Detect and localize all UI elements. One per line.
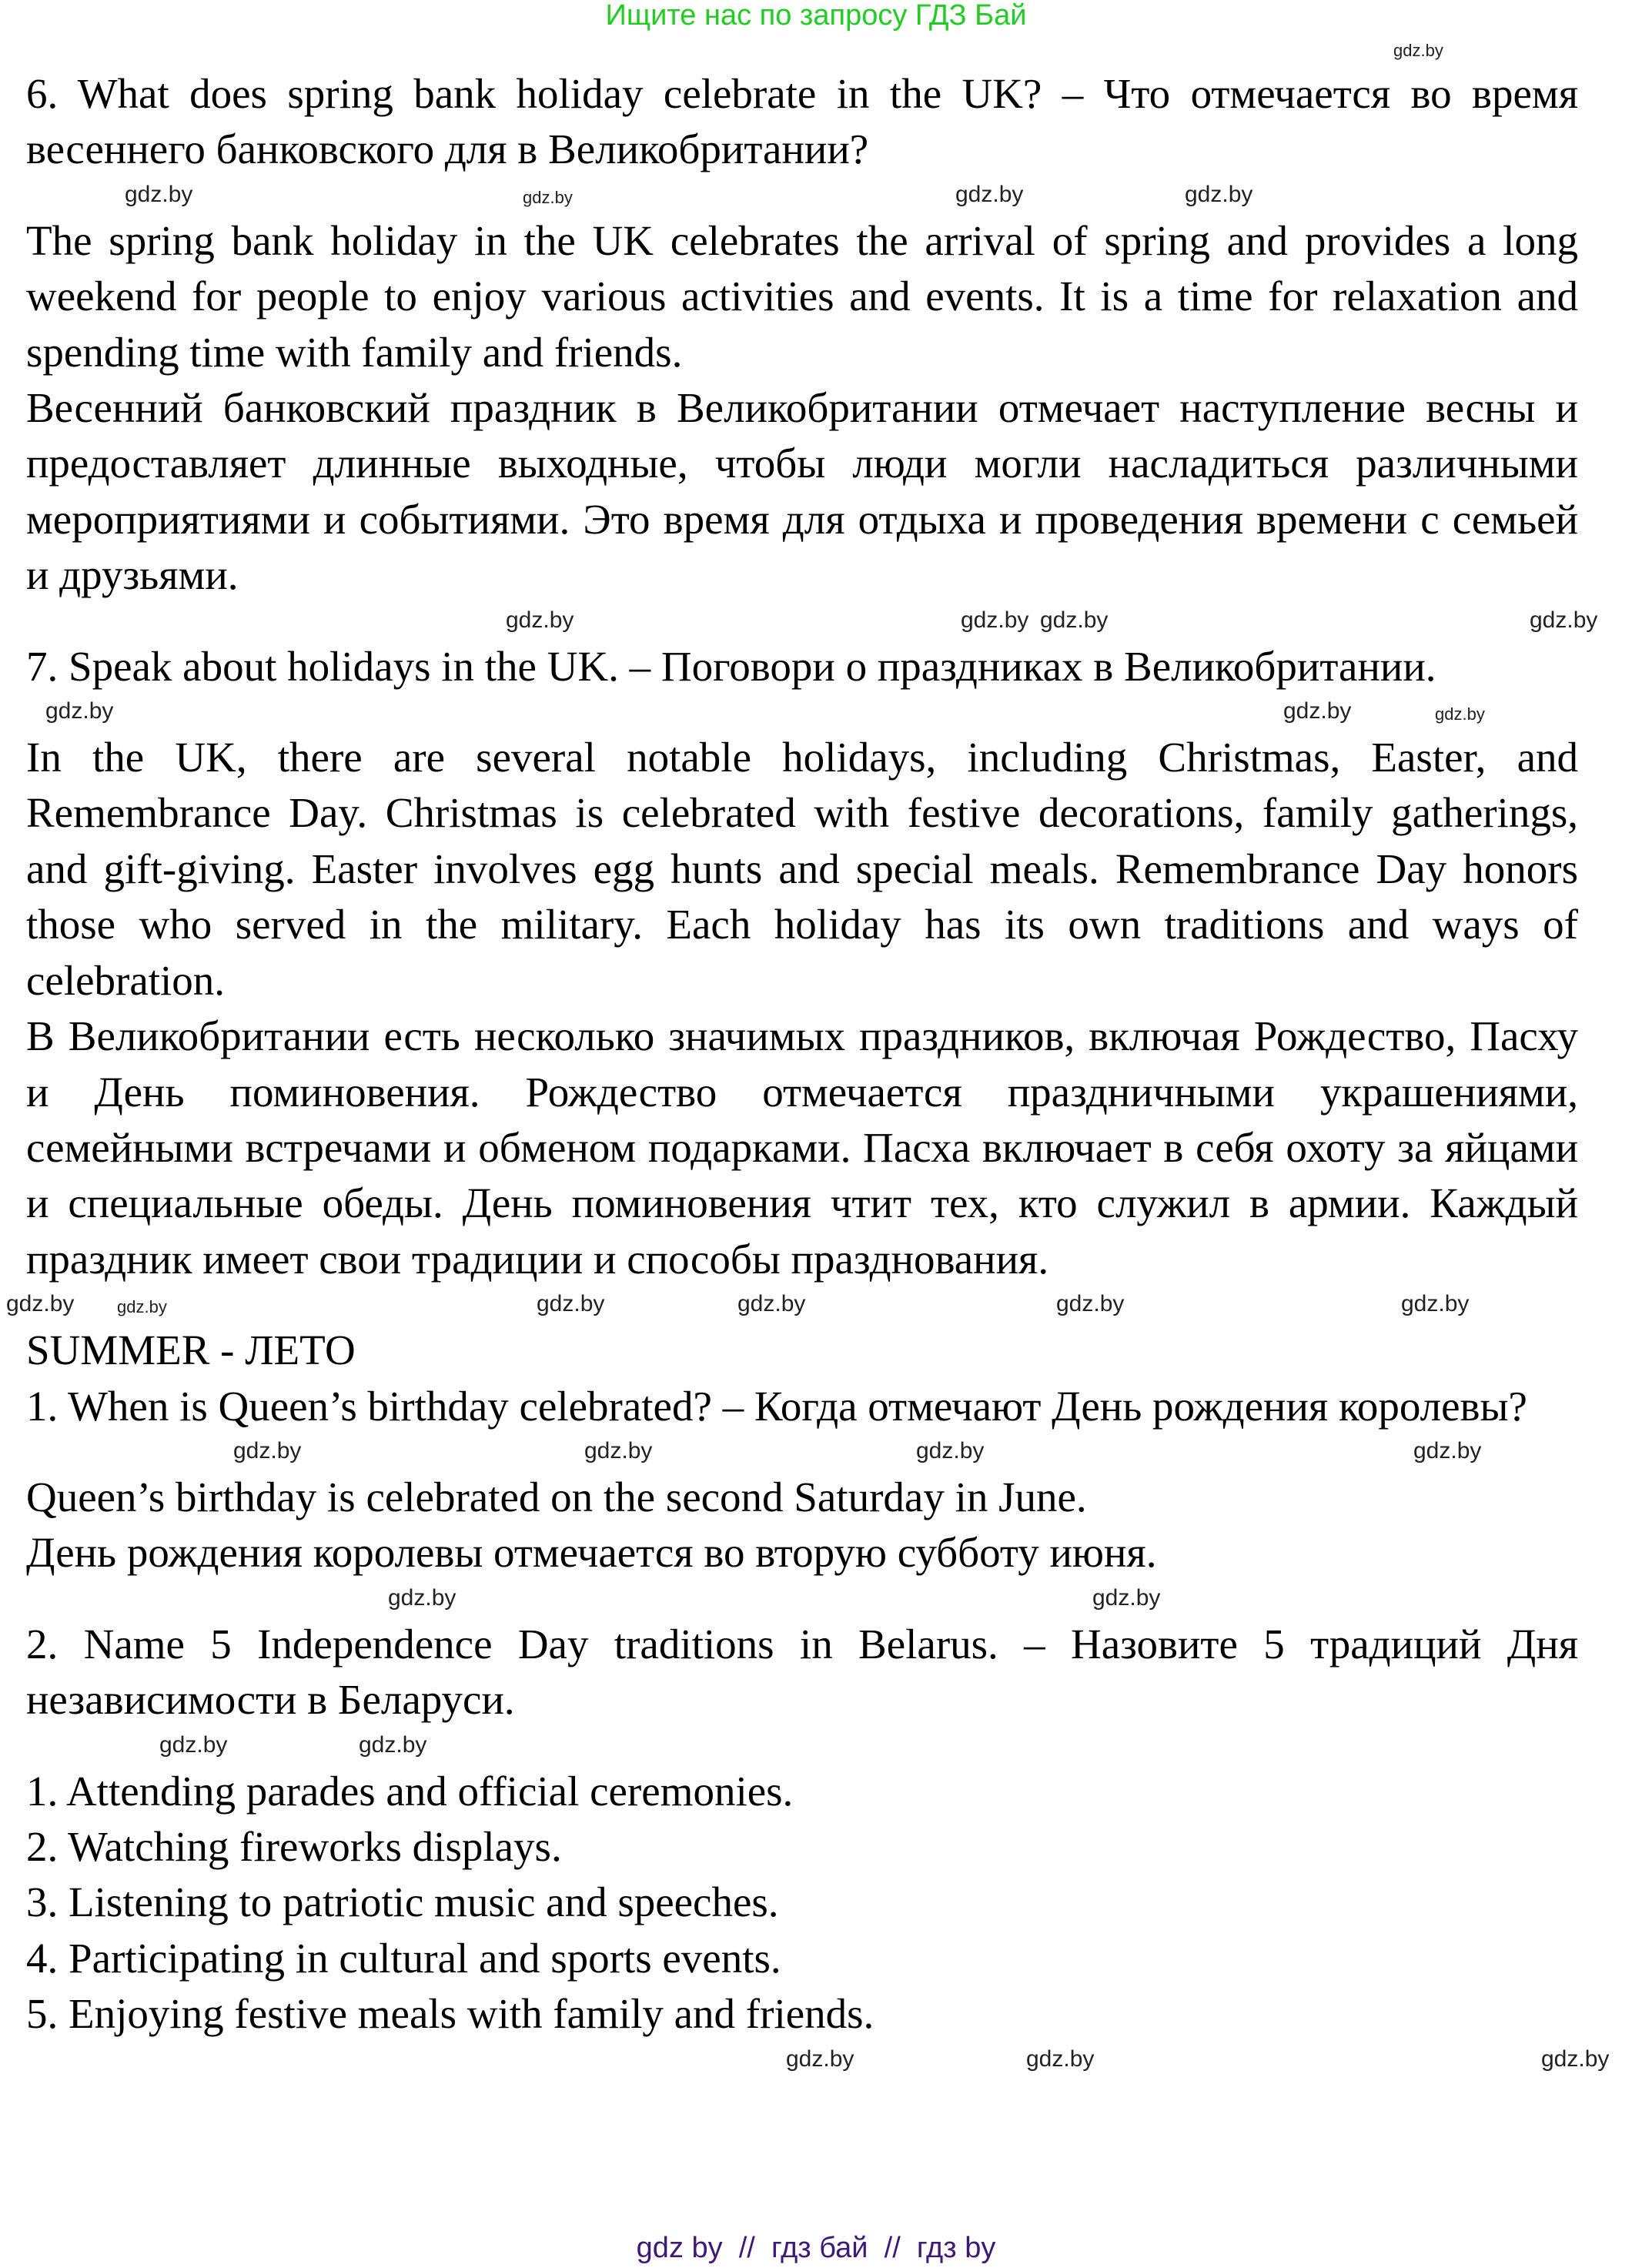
- summer-question-2: [26, 1617, 1578, 1728]
- answer-7-russian: В Великобритании есть несколько значимых праздников, включая Рождество, Пасху и День поминовения. Рождество отмечается праздничными украшениями, семейными встречами и обменом подарками. Пасха включает в себя охоту за яйцами и специальные обеды. День поминовения чтит тех, кто служил в армии. Каждый праздник имеет свои традиции и способы празднования.: [26, 1012, 1578, 1283]
- watermark: gdz.by: [1283, 698, 1352, 724]
- watermark-row: [0, 31, 1632, 66]
- watermark: gdz.by: [537, 1291, 605, 1317]
- watermark-row: [0, 178, 1632, 213]
- watermark: gdz.by: [786, 2046, 854, 2072]
- watermark: gdz.by: [1185, 181, 1253, 207]
- answer-6-russian: Весенний банковский праздник в Великобритании отмечает наступление весны и предоставляет длинные выходные, чтобы люди могли насладиться различными мероприятиями и событиями. Это время для отдыха и проведения времени с семьей и друзьями.: [26, 384, 1578, 599]
- question-6: [26, 66, 1578, 178]
- list-item: 3. Listening to patriotic music and speeches.: [26, 1878, 779, 1926]
- watermark: gdz.by: [117, 1297, 167, 1317]
- watermark: gdz.by: [1026, 2046, 1095, 2072]
- list-item: 2. Watching fireworks displays.: [26, 1822, 562, 1870]
- answer-6-english: The spring bank holiday in the UK celebrates the arrival of spring and provides a long weekend for people to enjoy various activities and events. It is a time for relaxation and spending time with family and friends.: [26, 216, 1578, 376]
- watermark: gdz.by: [359, 1731, 427, 1758]
- watermark: gdz.by: [1040, 607, 1109, 633]
- watermark-row: [0, 1434, 1632, 1470]
- watermark: gdz.by: [523, 187, 573, 207]
- watermark: gdz.by: [1413, 1437, 1482, 1463]
- summer-answer-1-english: Queen’s birthday is celebrated on the second Saturday in June.: [26, 1473, 1087, 1520]
- watermark: gdz.by: [1530, 607, 1598, 633]
- watermark: gdz.by: [233, 1437, 302, 1463]
- answer-7-english: In the UK, there are several notable holidays, including Christmas, Easter, and Remembrance Day. Christmas is celebrated with festive decorations, family gatherings, and gift-giving. Easter involves egg hunts and special meals. Remembrance Day honors those who served in the military. Each holiday has its own traditions and ways of celebration.: [26, 734, 1578, 1004]
- watermark: gdz.by: [388, 1584, 456, 1611]
- footer-links: gdz by // гдз бай // гдз by: [636, 2232, 996, 2264]
- list-item: 1. Attending parades and official ceremonies.: [26, 1767, 794, 1815]
- watermark-row: [0, 1728, 1632, 1764]
- summer-answer-1-russian: День рождения королевы отмечается во вторую субботу июня.: [26, 1529, 1157, 1577]
- question-7-text: 7. Speak about holidays in the UK. – Поговори о праздниках в Великобритании.: [26, 642, 1436, 690]
- watermark-row: [0, 1287, 1632, 1323]
- watermark: gdz.by: [6, 1291, 75, 1317]
- watermark: gdz.by: [1092, 1584, 1161, 1611]
- answer-7: [26, 730, 1578, 1287]
- watermark: gdz.by: [506, 607, 574, 633]
- watermark: gdz.by: [1056, 1291, 1125, 1317]
- watermark: gdz.by: [1435, 704, 1485, 724]
- watermark-row: [0, 604, 1632, 639]
- watermark-row: [0, 1581, 1632, 1617]
- summer-question-2-text: 2. Name 5 Independence Day traditions in Belarus. – Назовите 5 традиций Дня независимости в Беларуси.: [26, 1620, 1578, 1724]
- summer-question-1: 1. When is Queen’s birthday celebrated? – Когда отмечают День рождения королевы?: [26, 1382, 1527, 1430]
- question-7: [26, 639, 1578, 694]
- watermark: gdz.by: [1541, 2046, 1610, 2072]
- watermark: gdz.by: [1401, 1291, 1470, 1317]
- summer-answer-1: [26, 1470, 1578, 1581]
- list-item: 5. Enjoying festive meals with family and friends.: [26, 1990, 875, 2038]
- list-item: 4. Participating in cultural and sports events.: [26, 1934, 781, 1982]
- watermark-row: [0, 2042, 1632, 2078]
- watermark: gdz.by: [961, 607, 1029, 633]
- watermark: gdz.by: [955, 181, 1024, 207]
- watermark: gdz.by: [737, 1291, 806, 1317]
- traditions-list: [26, 1764, 1578, 2042]
- watermark: gdz.by: [1393, 41, 1443, 60]
- watermark: gdz.by: [916, 1437, 985, 1463]
- watermark: gdz.by: [125, 181, 193, 207]
- answer-6: [26, 213, 1578, 604]
- question-6-text: 6. What does spring bank holiday celebrate in the UK? – Что отмечается во время весеннего банковского для в Великобритании?: [26, 70, 1578, 173]
- watermark: gdz.by: [159, 1731, 228, 1758]
- section-heading: SUMMER - ЛЕТО: [26, 1326, 356, 1374]
- search-hint-banner: Ищите нас по запросу ГДЗ Бай: [605, 0, 1027, 32]
- watermark-row: [0, 694, 1632, 730]
- watermark: gdz.by: [584, 1437, 653, 1463]
- watermark: gdz.by: [45, 698, 114, 724]
- summer-section: [26, 1323, 1578, 1434]
